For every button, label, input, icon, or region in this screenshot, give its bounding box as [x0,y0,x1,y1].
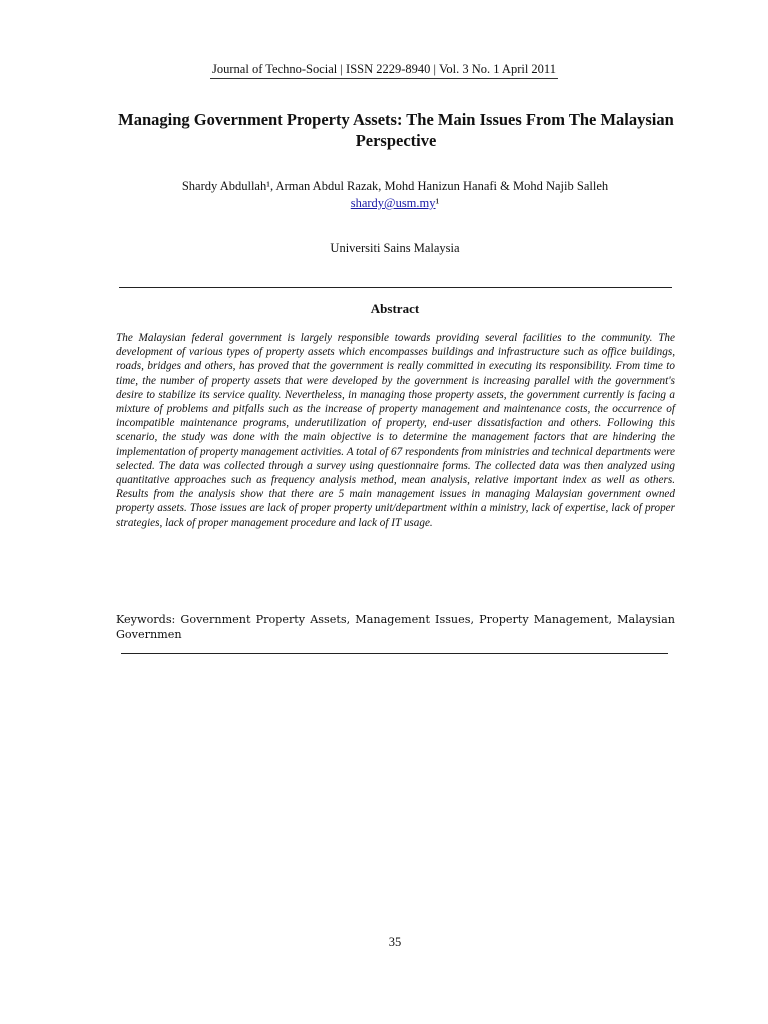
email-footnote-mark: ¹ [435,196,440,210]
keywords: Keywords: Government Property Assets, Management Issues, Property Management, Malaysian Governmen [116,613,675,641]
author-email-link[interactable]: shardy@usm.my [350,196,436,210]
abstract-body: The Malaysian federal government is largely responsible towards providing several facilities to the community. The development of various types of property assets which encompasses buildings and infrastructure such as office buildings, roads, bridges and others, has proved that the government is really committed in executing its responsibility. From time to time, the number of property assets that were developed by the government is increasing parallel with the government's desire to stabilize its service quality. Nevertheless, in managing those property assets, the government currently is facing a mixture of problems and pitfalls such as the increase of property management and maintenance costs, the occurrence of incompatible maintenance programs, underutilization of property, end-user dissatisfaction and others. Following this scenario, the study was done with the main objective is to determine the management factors that are hindering the implementation of property management activities. A total of 67 respondents from ministries and technical departments were selected. The data was collected through a survey using questionnaire forms. The collected data was then analyzed using quantitative approaches such as frequency analysis method, mean analysis, relative important index as well as others. Results from the analysis show that there are 5 main management issues in managing Malaysian government owned property assets. Those issues are lack of proper property unit/department within a ministry, lack of expertise, lack of proper strategies, lack of proper management procedure and lack of IT usage. [116,332,675,529]
bottom-divider [121,653,668,654]
abstract-heading: Abstract [370,301,420,316]
paper-title: Managing Government Property Assets: The Main Issues From The Malaysian Perspective [118,110,674,150]
journal-header-text: Journal of Techno-Social | ISSN 2229-8940 | Vol. 3 No. 1 April 2011 [210,61,558,79]
affiliation: Universiti Sains Malaysia [330,241,460,255]
journal-header [0,61,768,79]
author-list: Shardy Abdullah¹, Arman Abdul Razak, Mohd Hanizun Hanafi & Mohd Najib Salleh [181,179,609,193]
page-number: 35 [388,935,402,949]
top-divider [119,287,672,288]
author-email-line [0,195,768,211]
